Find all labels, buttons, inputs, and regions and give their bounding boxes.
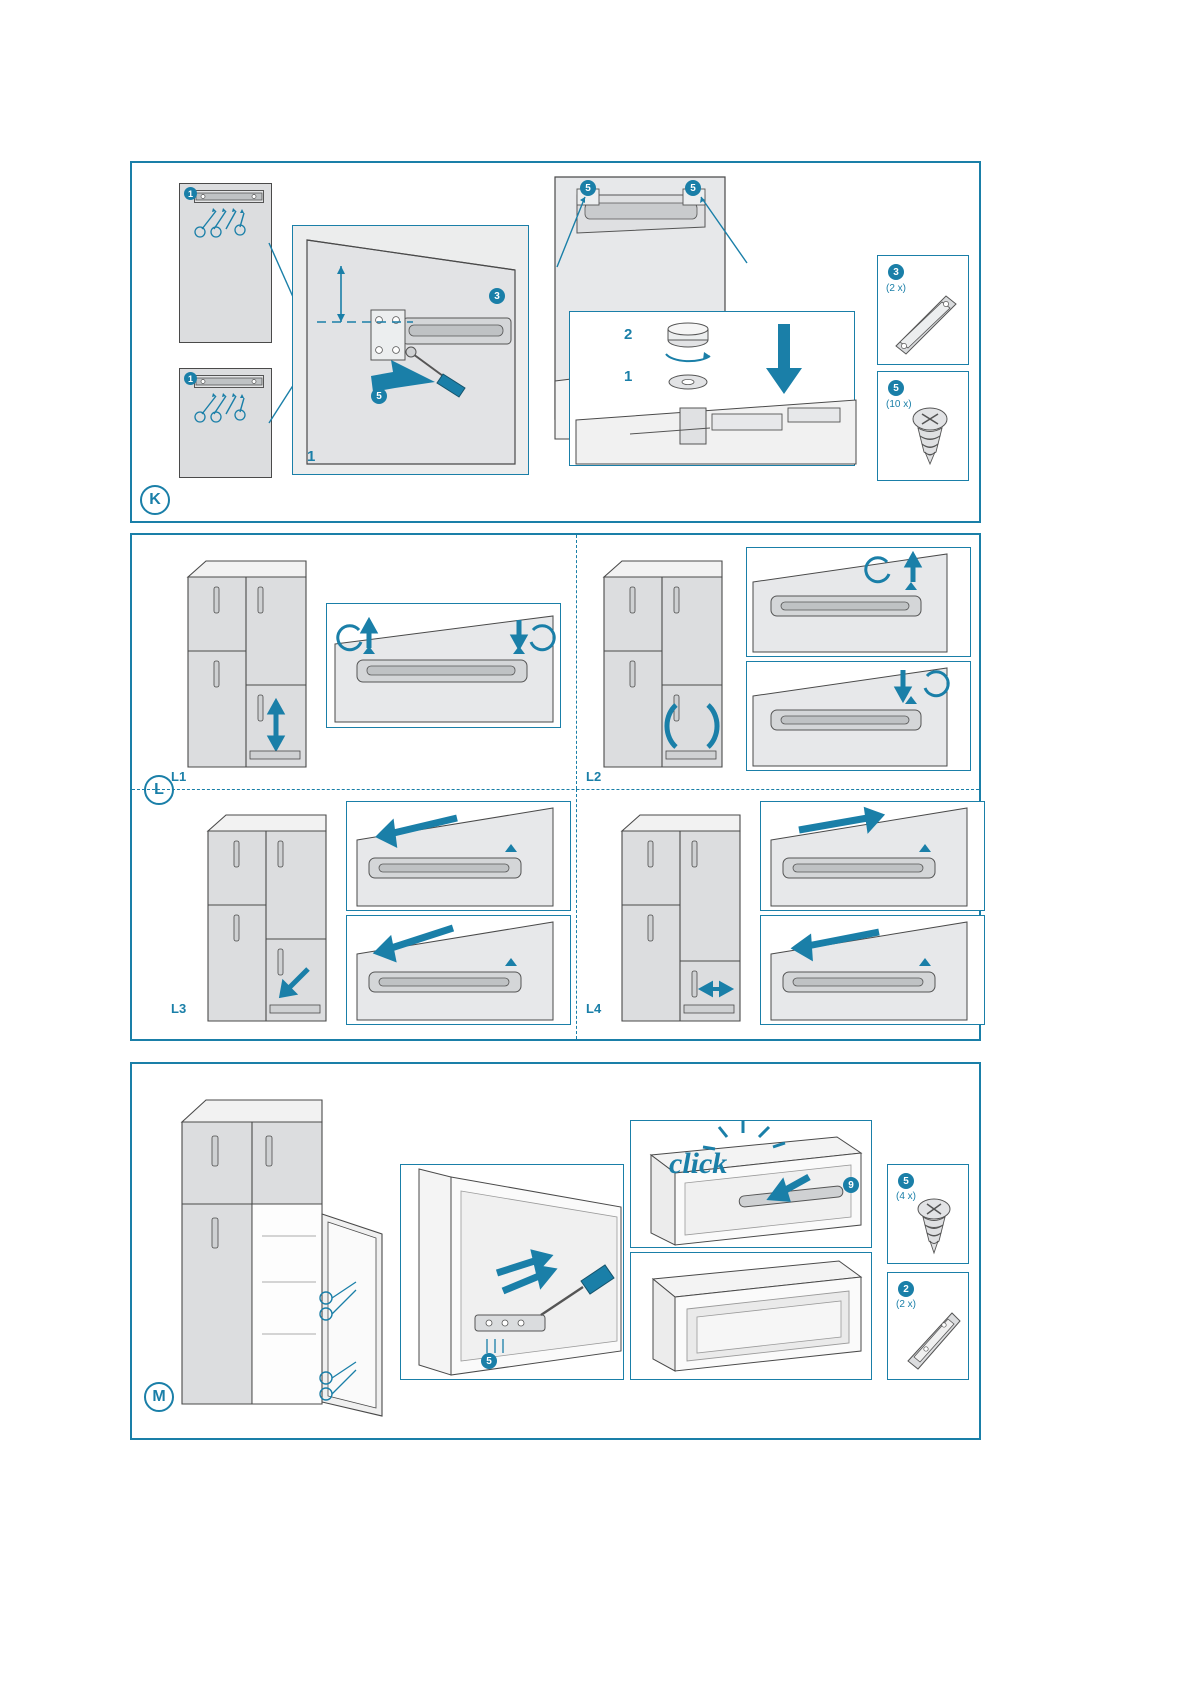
door-seated-art (631, 1253, 873, 1381)
rail-tilt-up-art (747, 548, 972, 658)
cap-step-2-label: 2 (624, 326, 633, 343)
panel-l-vertical-divider-top (576, 535, 577, 789)
detail-m-click (630, 1120, 872, 1248)
badge-k-1-lower: 1 (184, 372, 197, 385)
rail-depth-art-1 (347, 802, 572, 912)
panel-l-letter: L (144, 775, 174, 805)
badge-k-5-detail: 5 (371, 388, 387, 404)
rail-adjust-art-l1 (327, 604, 562, 729)
badge-k-3-detail: 3 (489, 288, 505, 304)
panel-k-callout-1: 1 (307, 448, 316, 465)
part-m-5-badge: 5 (898, 1173, 914, 1189)
badge-k-1-upper: 1 (184, 187, 197, 200)
panel-k-letter: K (140, 485, 170, 515)
part-box-5 (877, 371, 969, 481)
sub-label-l4: L4 (586, 1001, 602, 1016)
part-m-2-qty: (2 x) (896, 1299, 916, 1310)
rail-lateral-art-1 (761, 802, 986, 912)
detail-l1 (326, 603, 561, 728)
door-bottom-screw-art (401, 1165, 625, 1381)
screw-part-icon (900, 406, 960, 476)
part-5-qty: (10 x) (886, 399, 912, 410)
detail-l4-bottom (760, 915, 985, 1025)
cap-step-1-label: 1 (624, 368, 633, 385)
rail-bracket-part-icon (890, 294, 960, 358)
detail-l3-top (346, 801, 571, 911)
badge-m-5-center: 5 (481, 1353, 497, 1369)
part-5-badge: 5 (888, 380, 904, 396)
badge-k-5-right-bracket: 5 (685, 180, 701, 196)
panel-k (130, 161, 981, 523)
panel-m-letter: M (144, 1382, 174, 1412)
detail-l3-bottom (346, 915, 571, 1025)
cover-strip-part-icon (904, 1311, 962, 1373)
detail-m-center (400, 1164, 624, 1380)
panel-k-cap-inset (569, 311, 855, 466)
detail-l4-top (760, 801, 985, 911)
appliance-crop-art (570, 398, 856, 466)
rail-depth-art-2 (347, 916, 572, 1026)
rail-lateral-art-2 (761, 916, 986, 1026)
badge-k-5-left-bracket: 5 (580, 180, 596, 196)
panel-k-detail-door (292, 225, 529, 475)
click-label: click (669, 1147, 728, 1180)
sub-label-l1: L1 (171, 769, 187, 784)
part-3-badge: 3 (888, 264, 904, 280)
cap-insert-arrow (760, 320, 810, 402)
sub-label-l2: L2 (586, 769, 602, 784)
panel-l-vertical-divider-bottom (576, 789, 577, 1039)
detail-l2-top (746, 547, 971, 657)
part-m-5-qty: (4 x) (896, 1191, 916, 1202)
detail-l2-bottom (746, 661, 971, 771)
panel-l-horizontal-divider (132, 789, 979, 790)
part-m-2-badge: 2 (898, 1281, 914, 1297)
fridge-icon-l3 (204, 809, 344, 1029)
fridge-icon-l4 (618, 809, 758, 1029)
cap-washer-art (646, 320, 766, 400)
part-box-m-2 (887, 1272, 969, 1380)
fridge-icon-l2 (600, 555, 740, 775)
detail-m-seated (630, 1252, 872, 1380)
part-3-qty: (2 x) (886, 283, 906, 294)
sub-label-l3: L3 (171, 1001, 187, 1016)
part-box-3 (877, 255, 969, 365)
panel-m (130, 1062, 981, 1440)
screw-part-icon-m (906, 1197, 962, 1261)
panel-l (130, 533, 981, 1041)
door-inner-art (293, 226, 530, 476)
badge-m-9: 9 (843, 1177, 859, 1193)
part-box-m-5 (887, 1164, 969, 1264)
door-click-art (631, 1121, 873, 1249)
fridge-icon-l1 (184, 555, 324, 775)
rail-tilt-down-art (747, 662, 972, 772)
